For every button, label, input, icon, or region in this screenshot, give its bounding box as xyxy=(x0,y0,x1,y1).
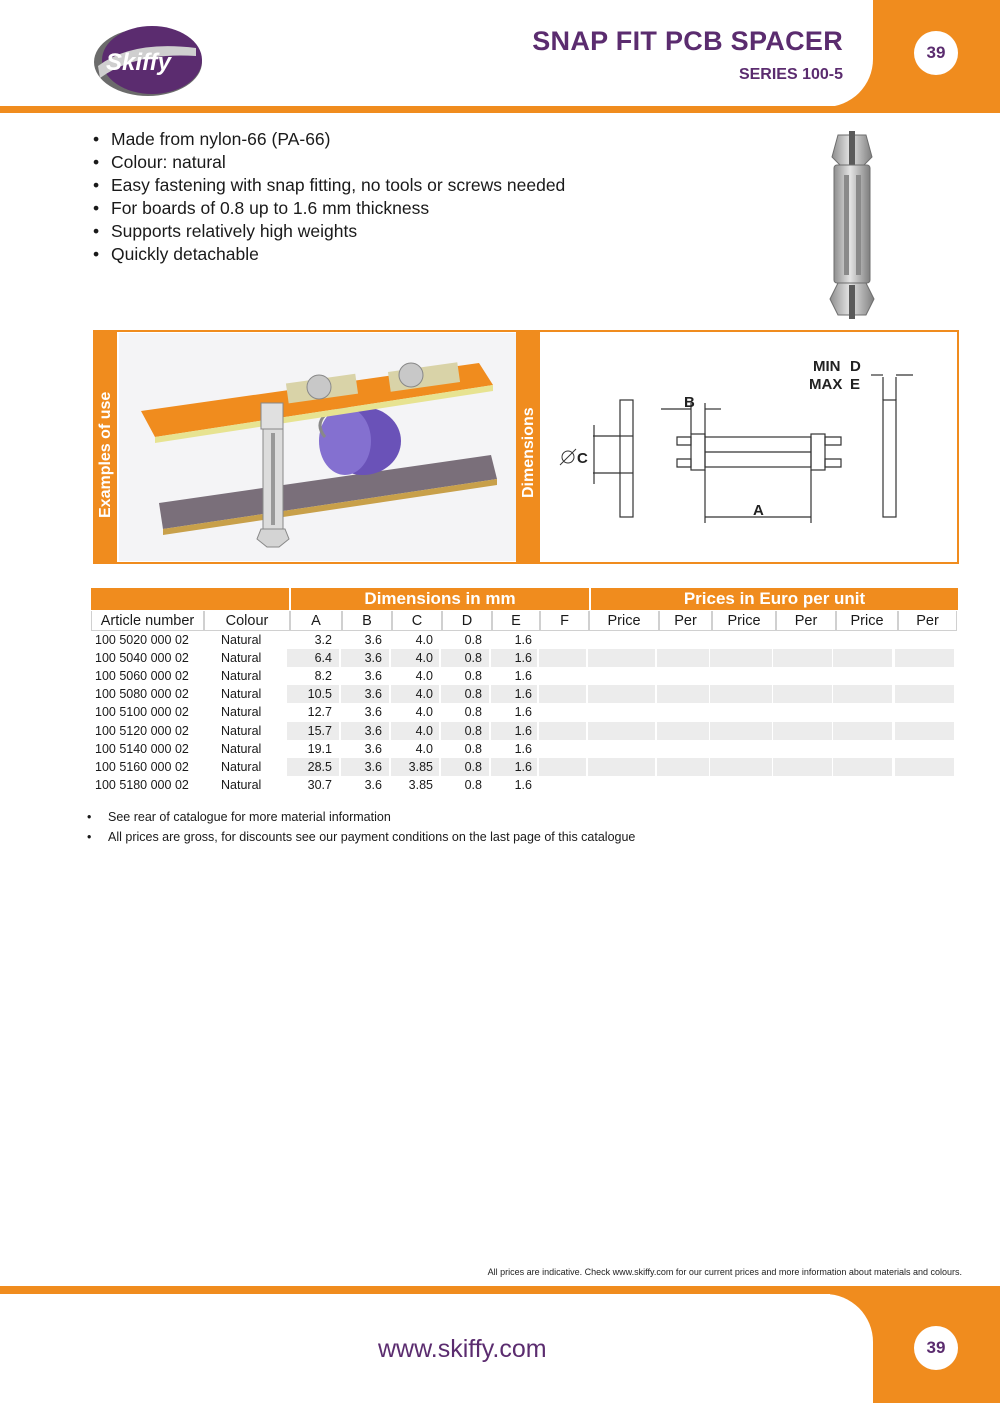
row-blank-cell xyxy=(657,740,710,758)
cell-a: 28.5 xyxy=(307,759,332,774)
header-orange-rule xyxy=(0,106,1000,113)
row-blank-cell xyxy=(539,631,587,649)
cell-a: 6.4 xyxy=(314,651,332,666)
row-shade xyxy=(657,649,709,667)
price-disclaimer: All prices are indicative. Check www.skiffy.com for our current prices and more information about materials and colours. xyxy=(487,1267,962,1277)
row-shade xyxy=(539,685,586,703)
row-shade xyxy=(588,685,655,703)
row-blank-cell xyxy=(833,703,893,721)
dim-min-label: MIN xyxy=(813,358,841,375)
col-d: D xyxy=(442,611,492,631)
cell-article: 100 5140 000 02 xyxy=(95,741,189,756)
row-blank-cell xyxy=(710,631,773,649)
cell-article: 100 5020 000 02 xyxy=(95,633,189,647)
cell-b: 3.6 xyxy=(364,651,382,666)
row-blank-cell xyxy=(539,740,587,758)
cell-e: 1.6 xyxy=(514,723,532,738)
row-blank-cell xyxy=(657,776,710,794)
cell-e: 1.6 xyxy=(514,687,532,702)
table-row xyxy=(91,722,957,740)
cell-article: 100 5160 000 02 xyxy=(95,759,189,774)
note-item: • All prices are gross, for discounts see our payment conditions on the last page of this catalogue xyxy=(87,828,635,848)
cell-d: 0.8 xyxy=(464,669,482,684)
cell-d: 0.8 xyxy=(464,705,482,720)
cell-c: 4.0 xyxy=(415,651,433,666)
row-shade xyxy=(773,722,832,740)
cell-e: 1.6 xyxy=(514,759,532,774)
feature-list xyxy=(93,128,565,266)
cell-e: 1.6 xyxy=(514,777,532,792)
cell-d: 0.8 xyxy=(464,651,482,666)
cell-b: 3.6 xyxy=(364,669,382,684)
cell-a: 8.2 xyxy=(314,669,332,684)
row-shade xyxy=(833,758,892,776)
series-label: SERIES 100-5 xyxy=(738,66,843,83)
row-shade xyxy=(710,685,772,703)
row-shade xyxy=(773,685,832,703)
spacer-product-image xyxy=(822,127,882,319)
cell-article: 100 5060 000 02 xyxy=(95,669,189,684)
dim-d-label: D xyxy=(850,358,861,375)
dim-e-label: E xyxy=(850,376,861,393)
table-row xyxy=(91,703,957,721)
cell-article: 100 5100 000 02 xyxy=(95,705,189,720)
row-shade xyxy=(773,649,832,667)
row-shade xyxy=(588,649,655,667)
cell-c: 4.0 xyxy=(415,741,433,756)
col-f: F xyxy=(540,611,589,631)
cell-b: 3.6 xyxy=(364,759,382,774)
row-shade xyxy=(773,758,832,776)
cell-colour: Natural xyxy=(221,651,262,666)
row-shade xyxy=(895,722,954,740)
cell-c: 4.0 xyxy=(415,633,433,647)
cell-c: 3.85 xyxy=(408,777,433,792)
dimensions-label: Dimensions xyxy=(520,407,537,498)
cell-d: 0.8 xyxy=(464,633,482,647)
cell-colour: Natural xyxy=(221,669,262,684)
table-row xyxy=(91,685,957,703)
cell-c: 4.0 xyxy=(415,687,433,702)
cell-e: 1.6 xyxy=(514,669,532,684)
cell-d: 0.8 xyxy=(464,723,482,738)
feature-item: • Supports relatively high weights xyxy=(93,220,565,243)
col-per-1: Per xyxy=(659,611,712,631)
page-number-badge: 39 xyxy=(914,31,958,75)
cell-colour: Natural xyxy=(221,723,262,738)
col-price-3: Price xyxy=(836,611,898,631)
row-blank-cell xyxy=(657,703,710,721)
row-shade xyxy=(539,649,586,667)
row-shade xyxy=(833,685,892,703)
cell-b: 3.6 xyxy=(364,705,382,720)
feature-item: • Quickly detachable xyxy=(93,243,565,266)
cell-article: 100 5080 000 02 xyxy=(95,687,189,702)
cell-a: 30.7 xyxy=(307,777,332,792)
examples-label: Examples of use xyxy=(97,391,114,518)
page-title: SNAP FIT PCB SPACER xyxy=(532,26,843,56)
cell-e: 1.6 xyxy=(514,705,532,720)
col-a: A xyxy=(290,611,342,631)
footer-white-curve xyxy=(620,1294,873,1403)
cell-b: 3.6 xyxy=(364,687,382,702)
row-shade xyxy=(710,649,772,667)
cell-d: 0.8 xyxy=(464,741,482,756)
row-blank-cell xyxy=(657,667,710,685)
row-blank-cell xyxy=(710,703,773,721)
cell-a: 15.7 xyxy=(307,723,332,738)
table-row xyxy=(91,740,957,758)
row-blank-cell xyxy=(588,703,656,721)
row-blank-cell xyxy=(895,740,955,758)
cell-article: 100 5120 000 02 xyxy=(95,723,189,738)
col-colour: Colour xyxy=(204,611,290,631)
row-shade xyxy=(657,758,709,776)
cell-colour: Natural xyxy=(221,687,262,702)
table-row xyxy=(91,631,957,649)
cell-e: 1.6 xyxy=(514,633,532,647)
row-blank-cell xyxy=(588,667,656,685)
row-blank-cell xyxy=(895,703,955,721)
cell-b: 3.6 xyxy=(364,777,382,792)
feature-item: • Made from nylon-66 (PA-66) xyxy=(93,128,565,151)
row-blank-cell xyxy=(773,776,833,794)
row-shade xyxy=(539,758,586,776)
dimensions-drawing xyxy=(541,333,957,561)
note-item: • See rear of catalogue for more material information xyxy=(87,808,635,828)
cell-colour: Natural xyxy=(221,777,262,792)
dim-a-label: A xyxy=(753,502,764,519)
examples-side-bar xyxy=(93,330,117,564)
row-blank-cell xyxy=(588,631,656,649)
svg-text:Skiffy: Skiffy xyxy=(106,49,171,76)
table-row xyxy=(91,667,957,685)
cell-d: 0.8 xyxy=(464,759,482,774)
cell-article: 100 5180 000 02 xyxy=(95,777,189,792)
table-header-blank xyxy=(91,588,289,610)
row-blank-cell xyxy=(833,631,893,649)
cell-a: 10.5 xyxy=(307,687,332,702)
cell-e: 1.6 xyxy=(514,741,532,756)
cell-b: 3.6 xyxy=(364,633,382,647)
feature-item: • For boards of 0.8 up to 1.6 mm thickness xyxy=(93,197,565,220)
row-shade xyxy=(588,758,655,776)
table-row xyxy=(91,776,957,794)
cell-e: 1.6 xyxy=(514,651,532,666)
row-shade xyxy=(833,722,892,740)
cell-colour: Natural xyxy=(221,741,262,756)
footer-page-number-badge: 39 xyxy=(914,1326,958,1370)
cell-c: 4.0 xyxy=(415,723,433,738)
dimensions-group-header: Dimensions in mm xyxy=(291,588,589,610)
skiffy-logo xyxy=(92,22,204,98)
row-shade xyxy=(710,722,772,740)
cell-d: 0.8 xyxy=(464,687,482,702)
row-blank-cell xyxy=(833,667,893,685)
cell-c: 4.0 xyxy=(415,669,433,684)
cell-d: 0.8 xyxy=(464,777,482,792)
row-blank-cell xyxy=(710,776,773,794)
row-blank-cell xyxy=(657,631,710,649)
row-blank-cell xyxy=(773,631,833,649)
cell-a: 19.1 xyxy=(307,741,332,756)
notes-list xyxy=(87,808,635,847)
row-blank-cell xyxy=(895,667,955,685)
row-blank-cell xyxy=(710,667,773,685)
cell-article: 100 5040 000 02 xyxy=(95,651,189,666)
row-blank-cell xyxy=(588,740,656,758)
row-shade xyxy=(710,758,772,776)
row-shade xyxy=(657,722,709,740)
col-e: E xyxy=(492,611,540,631)
col-price-2: Price xyxy=(712,611,776,631)
cell-b: 3.6 xyxy=(364,723,382,738)
example-of-use-illustration xyxy=(119,333,516,561)
website-link[interactable]: www.skiffy.com xyxy=(378,1335,547,1363)
feature-item: • Easy fastening with snap fitting, no tools or screws needed xyxy=(93,174,565,197)
dimensions-side-bar xyxy=(516,330,540,564)
col-price-1: Price xyxy=(589,611,659,631)
row-blank-cell xyxy=(833,740,893,758)
table-row xyxy=(91,758,957,776)
row-shade xyxy=(895,758,954,776)
dim-max-label: MAX xyxy=(809,376,843,393)
dim-c-label: C xyxy=(577,450,588,467)
prices-group-header: Prices in Euro per unit xyxy=(591,588,958,610)
cell-a: 3.2 xyxy=(314,633,332,647)
row-blank-cell xyxy=(833,776,893,794)
row-blank-cell xyxy=(773,667,833,685)
row-shade xyxy=(657,685,709,703)
col-b: B xyxy=(342,611,392,631)
cell-b: 3.6 xyxy=(364,741,382,756)
cell-colour: Natural xyxy=(221,705,262,720)
row-shade xyxy=(588,722,655,740)
col-c: C xyxy=(392,611,442,631)
table-row xyxy=(91,649,957,667)
row-shade xyxy=(895,685,954,703)
row-blank-cell xyxy=(710,740,773,758)
col-per-2: Per xyxy=(776,611,836,631)
row-blank-cell xyxy=(539,776,587,794)
row-blank-cell xyxy=(588,776,656,794)
row-blank-cell xyxy=(773,703,833,721)
feature-item: • Colour: natural xyxy=(93,151,565,174)
row-blank-cell xyxy=(895,776,955,794)
cell-c: 3.85 xyxy=(408,759,433,774)
cell-a: 12.7 xyxy=(307,705,332,720)
cell-colour: Natural xyxy=(221,759,262,774)
row-shade xyxy=(833,649,892,667)
row-shade xyxy=(539,722,586,740)
row-blank-cell xyxy=(539,667,587,685)
row-blank-cell xyxy=(773,740,833,758)
cell-c: 4.0 xyxy=(415,705,433,720)
row-shade xyxy=(895,649,954,667)
cell-colour: Natural xyxy=(221,633,262,647)
row-blank-cell xyxy=(895,631,955,649)
col-per-3: Per xyxy=(898,611,957,631)
dim-b-label: B xyxy=(684,394,695,411)
row-blank-cell xyxy=(539,703,587,721)
col-article-number: Article number xyxy=(91,611,204,631)
